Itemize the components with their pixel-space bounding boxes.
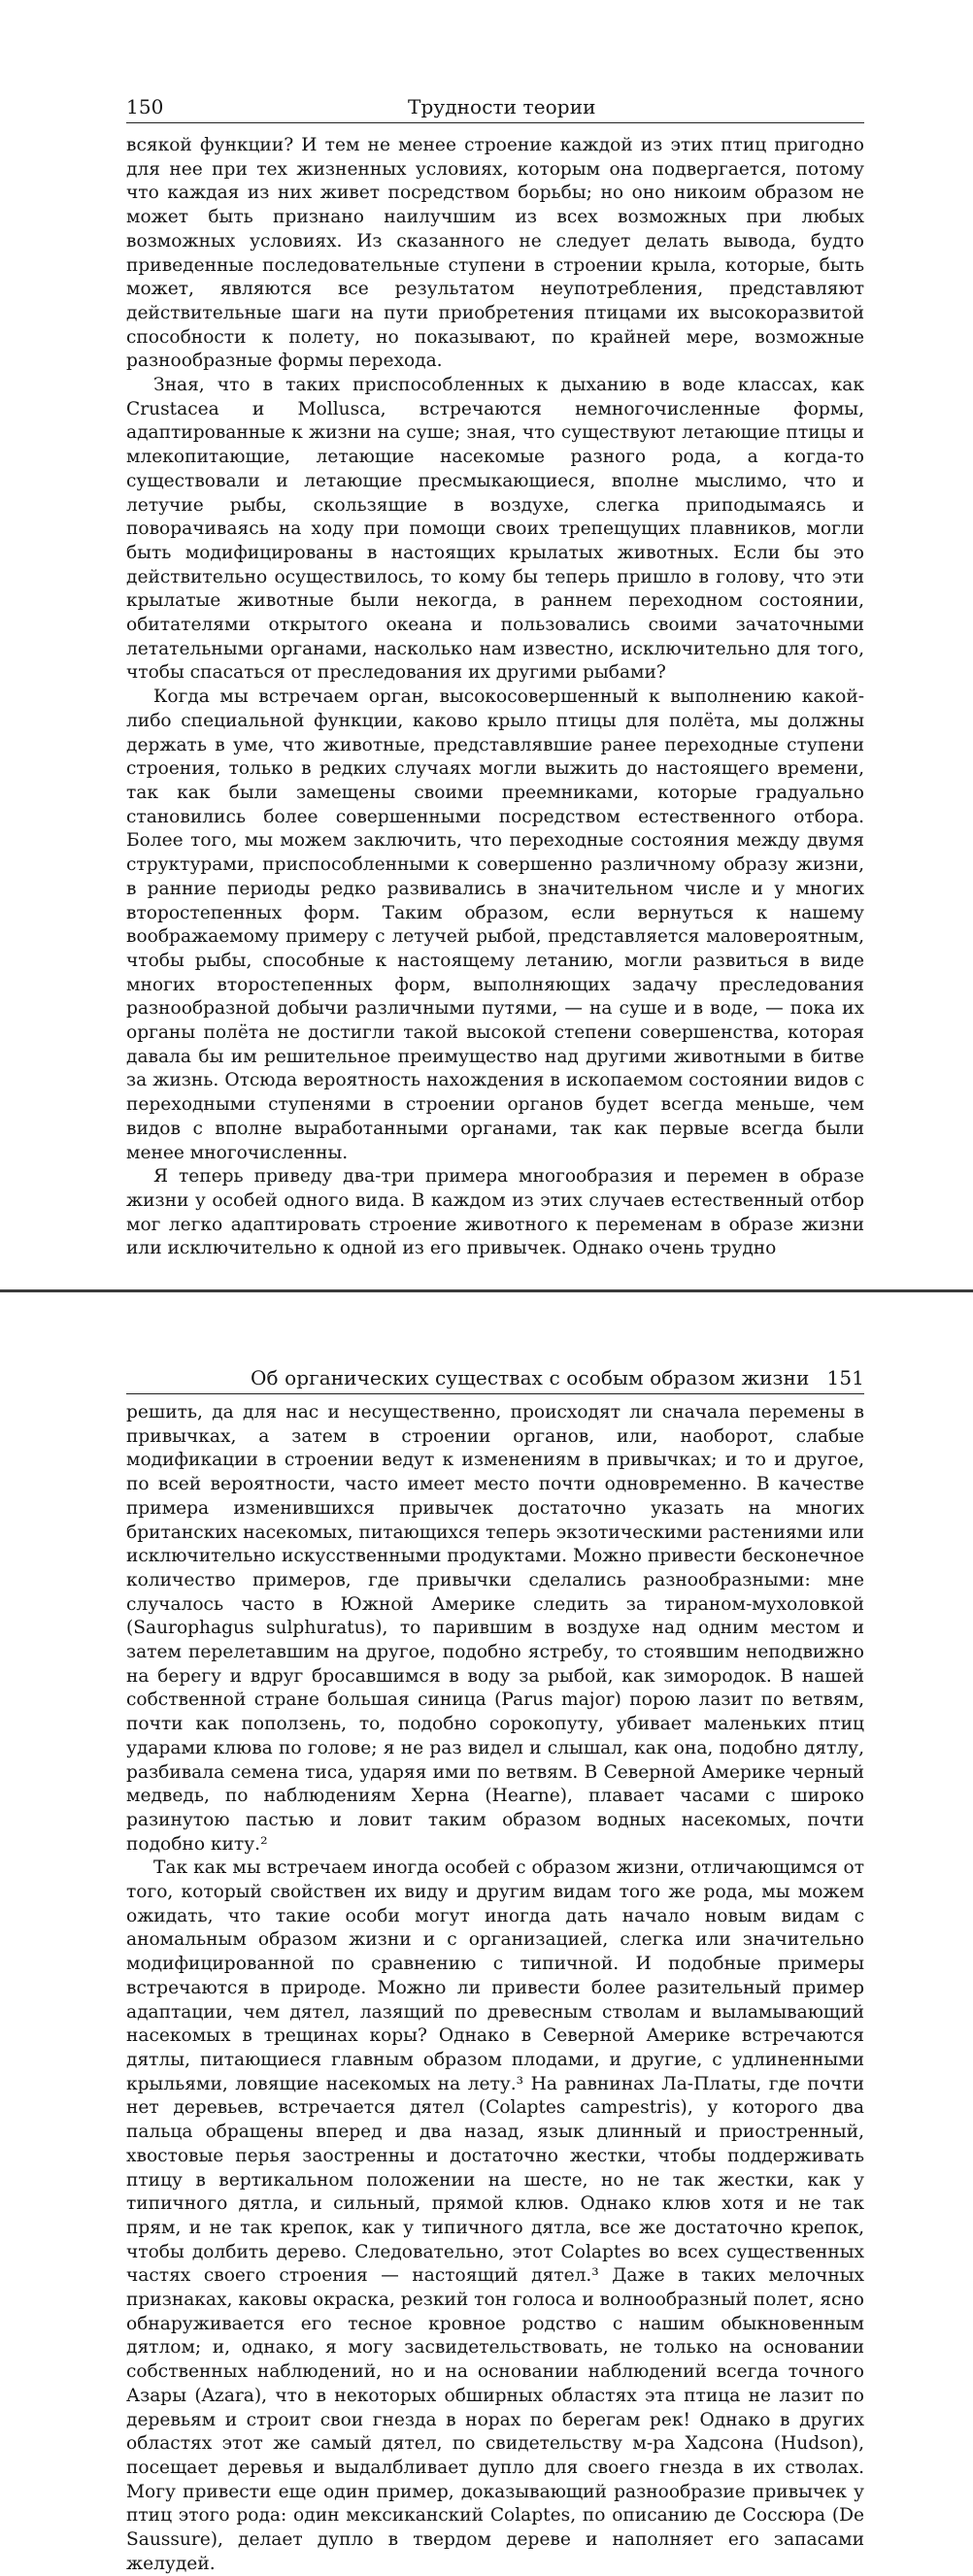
running-title: Трудности теории xyxy=(408,95,596,118)
paragraph: Я теперь приведу два-три примера многообразия и перемен в образе жизни у особей одного вида. В каждом из этих случаев естественный отбор мог легко адаптировать строение животного к переменам в образе жизни или исключительно к одной из его привычек. Однако очень трудно xyxy=(126,1166,864,1259)
page-header xyxy=(126,87,864,123)
paragraph: Зная, что в таких приспособленных к дыханию в воде классах, как Crustacea и Mollusca, встречаются немногочисленные формы, адаптированные к жизни на суше; зная, что существуют летающие птицы и млекопитающие, летающие насекомые разного рода, а когда-то существовали и летающие пресмыкающиеся, вполне мыслимо, что и летучие рыбы, скользящие в воздухе, слегка приподымаясь и поворачиваясь на ходу при помощи своих трепещущих плавников, могли быть модифицированы в настоящих крылатых животных. Если бы это действительно осуществилось, то кому бы теперь пришло в голову, что эти крылатые животные были некогда, в раннем переходном состоянии, обитателями открытого океана и пользовались своими зачаточными летательными органами, насколько нам известно, исключительно для того, чтобы спасаться от преследования их другими рыбами? xyxy=(126,375,864,684)
page-150 xyxy=(0,0,973,1272)
page-number: 150 xyxy=(126,95,164,118)
page-body xyxy=(126,1401,864,2576)
running-title: Об органических существах с особым образом жизни xyxy=(251,1366,810,1389)
paragraph: всякой функции? И тем не менее строение каждой из этих птиц пригодно для нее при тех жизненных условиях, которым она подвергается, потому что каждая из них живет посредством борьбы; но оно никоим образом не может быть признано наилучшим из всех возможных при любых возможных условиях. Из сказанного не следует делать вывода, будто приведенные последовательные ступени в строении крыла, которые, быть может, являются все результатом неупотребления, представляют действительные шаги на пути приобретения птицами их высокоразвитой способности к полету, но показывают, по крайней мере, возможные разнообразные формы перехода. xyxy=(126,135,864,372)
page-header xyxy=(126,1358,864,1394)
paragraph: Когда мы встречаем орган, высокосовершенный к выполнению какой-либо специальной функции, каково крыло птицы для полёта, мы должны держать в уме, что животные, представлявшие ранее переходные ступени строения, только в редких случаях могли выжить до настоящего времени, так как были замещены своими преемниками, которые градуально становились более совершенными посредством естественного отбора. Более того, мы можем заключить, что переходные состояния между двумя структурами, приспособленными к совершенно различному образу жизни, в ранние периоды редко развивались в значительном числе и у многих второстепенных форм. Таким образом, если вернуться к нашему воображаемому примеру с летучей рыбой, представляется маловероятным, чтобы рыбы, способные к настоящему летанию, могли развиться в виде многих второстепенных форм, выполняющих задачу преследования разнообразной добычи различными путями, — на суше и в воде, — пока их органы полёта не достигли такой высокой степени совершенства, которая давала бы им решительное преимущество над другими животными в битве за жизнь. Отсюда вероятность нахождения в ископаемом состоянии видов с переходными ступенями в строении органов будет всегда меньше, чем видов с вполне выработанными органами, так как первые всегда были менее многочисленны. xyxy=(126,686,864,1163)
page-151 xyxy=(0,1289,973,2574)
page-body xyxy=(126,134,864,1261)
page-number: 151 xyxy=(826,1366,864,1389)
paragraph: решить, да для нас и несущественно, происходят ли сначала перемены в привычках, а затем в строении органов, или, наоборот, слабые модификации в строении ведут к изменениям в привычках; и то и другое, по всей вероятности, часто имеет место почти одновременно. В качестве примера изменившихся привычек достаточно указать на многих британских насекомых, питающихся теперь экзотическими растениями или исключительно искусственными продуктами. Можно привести бесконечное количество примеров, где привычки сделались разнообразными: мне случалось часто в Южной Америке следить за тираном-мухоловкой (Saurophagus sulphuratus), то парившим в воздухе над одним местом и затем перелетавшим на другое, подобно ястребу, то стоявшим неподвижно на берегу и вдруг бросавшимся в воду за рыбой, как зимородок. В нашей собственной стране большая синица (Parus major) порою лазит по ветвям, почти как поползень, то, подобно сорокопуту, убивает маленьких птиц ударами клюва по голове; я не раз видел и слышал, как она, подобно дятлу, разбивала семена тиса, ударяя ими по ветвям. В Северной Америке черный медведь, по наблюдениям Херна (Hearne), плавает часами с широко разинутою пастью и ловит таким образом водных насекомых, почти подобно киту.² xyxy=(126,1402,864,1855)
paragraph: Так как мы встречаем иногда особей с образом жизни, отличающимся от того, который свойствен их виду и другим видам того же рода, мы можем ожидать, что такие особи могут иногда дать начало новым видам с аномальным образом жизни и с организацией, слегка или значительно модифицированной по сравнению с типичной. И подобные примеры встречаются в природе. Можно ли привести более разительный пример адаптации, чем дятел, лазящий по древесным стволам и выламывающий насекомых в трещинах коры? Однако в Северной Америке встречаются дятлы, питающиеся главным образом плодами, и другие, с удлиненными крыльями, ловящие насекомых на лету.³ На равнинах Ла-Платы, где почти нет деревьев, встречается дятел (Colaptes campestris), у которого два пальца обращены вперед и два назад, язык длинный и приостренный, хвостовые перья заостренны и достаточно жестки, чтобы поддерживать птицу в вертикальном положении на шесте, но не так жестки, как у типичного дятла, и сильный, прямой клюв. Однако клюв хотя и не так прям, и не так крепок, как у типичного дятла, все же достаточно крепок, чтобы долбить дерево. Следовательно, этот Colaptes во всех существенных частях своего строения — настоящий дятел.³ Даже в таких мелочных признаках, каковы окраска, резкий тон голоса и волнообразный полет, ясно обнаруживается его тесное кровное родство с нашим обыкновенным дятлом; и, однако, я могу засвидетельствовать, не только на основании собственных наблюдений, но и на основании наблюдений всегда точного Азары (Azara), что в некоторых обширных областях эта птица не лазит по деревьям и строит свои гнезда в норах по берегам рек! Однако в других областях этот же самый дятел, по свидетельству м-ра Хадсона (Hudson), посещает деревья и выдалбливает дупло для своего гнезда в их стволах. Могу привести еще один пример, доказывающий разнообразие привычек у птиц этого рода: один мексиканский Colaptes, по описанию де Соссюра (De Saussure), делает дупло в твердом дереве и наполняет его запасами желудей. xyxy=(126,1857,864,2574)
